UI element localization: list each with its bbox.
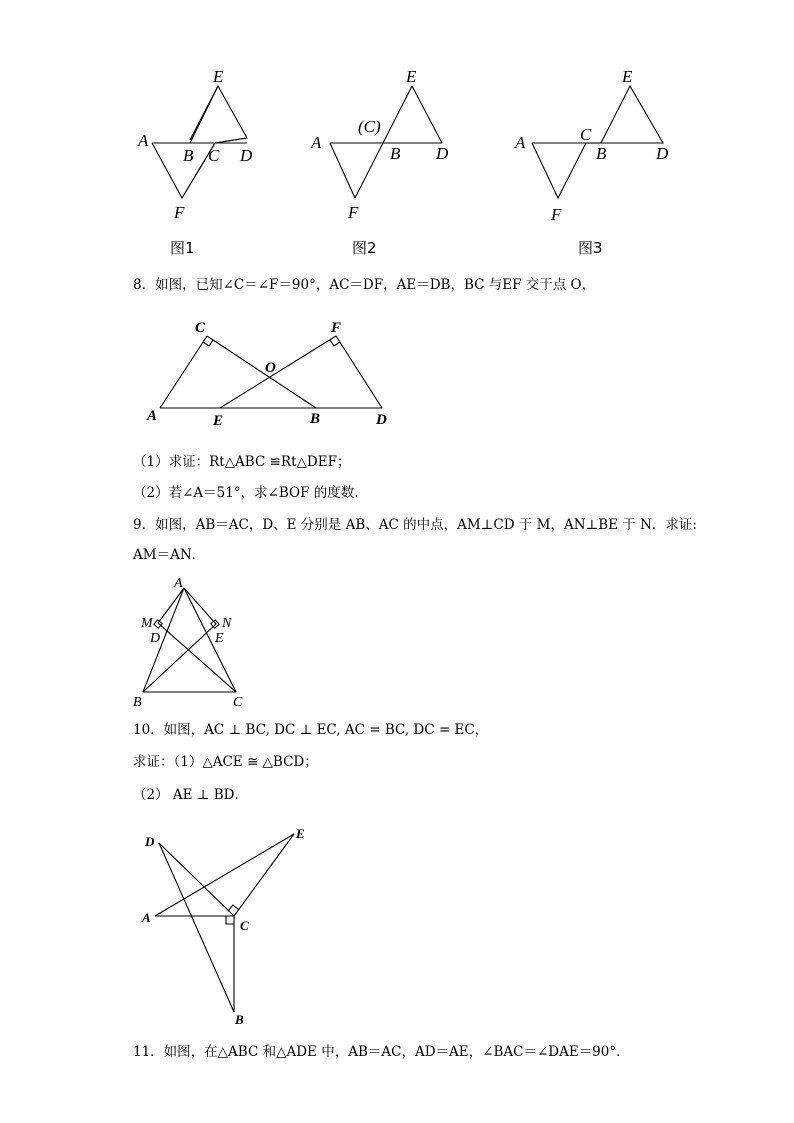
fig1-label-C: C [208, 146, 220, 165]
fig1-caption: 图1 [170, 239, 195, 257]
q10-label-B: B [235, 1012, 244, 1027]
fig1-label-D: D [240, 146, 253, 165]
q8-stem: 8．如图，已知∠C＝∠F＝90°，AC＝DF，AE＝DB，BC 与EF 交于点 O， [133, 277, 596, 293]
q10-label-E: E [296, 826, 305, 841]
q9-stem: 9．如图，AB＝AC，D、E 分别是 AB、AC 的中点，AM⊥CD 于 M，AN⊥BE 于 N．求证: [133, 517, 697, 533]
fig1-label-E: E [213, 67, 224, 86]
fig2-label-E: E [406, 67, 417, 86]
fig2-label-A: A [311, 133, 322, 152]
q10-part2: （2） AE ⊥ BD． [133, 787, 249, 803]
fig1-label-B: B [183, 146, 194, 165]
q10-label-D: D [145, 834, 155, 849]
fig3-label-E: E [622, 67, 633, 86]
q9-label-B: B [133, 695, 142, 710]
fig2-label-C: (C) [358, 117, 381, 136]
fig3-label-A: A [515, 133, 526, 152]
fig3-label-B: B [596, 144, 607, 163]
q9-stem-line2: AM＝AN． [133, 547, 206, 563]
fig2-label-F: F [348, 203, 359, 222]
q8-label-B: B [310, 411, 321, 427]
q9-label-D: D [150, 631, 161, 646]
fig3-caption: 图3 [578, 239, 603, 257]
q8-label-F: F [331, 320, 342, 336]
q9-label-N: N [222, 616, 232, 631]
fig1-label-F: F [174, 203, 185, 222]
q8-label-C: C [195, 320, 206, 336]
q9-label-A: A [174, 576, 183, 591]
q10-label-C: C [240, 918, 249, 933]
q11-stem: 11．如图，在△ABC 和△ADE 中，AB＝AC，AD＝AE，∠BAC＝∠DAE＝90°． [133, 1044, 630, 1060]
q9-label-M: M [141, 616, 153, 631]
q10-part1: 求证：（1）△ACE ≅ △BCD； [133, 754, 318, 770]
q8-label-O: O [265, 360, 276, 376]
q10-label-A: A [142, 910, 151, 925]
fig2-label-D: D [436, 144, 449, 163]
fig1-label-A: A [138, 131, 149, 150]
fig2-caption: 图2 [352, 239, 377, 257]
q8-label-D: D [376, 412, 387, 428]
fig3-label-F: F [551, 205, 562, 224]
q8-part2: （2）若∠A＝51°，求∠BOF 的度数． [133, 485, 368, 501]
q8-label-A: A [147, 408, 158, 424]
q9-label-C: C [233, 695, 243, 710]
fig3-label-C: C [580, 125, 592, 144]
fig2-label-B: B [390, 144, 401, 163]
q8-part1: （1）求证：Rt△ABC ≌Rt△DEF； [133, 454, 351, 470]
q10-stem: 10．如图，AC ⊥ BC, DC ⊥ EC, AC = BC, DC = EC， [133, 722, 489, 738]
fig3-label-D: D [656, 144, 669, 163]
q8-label-E: E [213, 413, 224, 429]
q9-label-E: E [215, 631, 224, 646]
